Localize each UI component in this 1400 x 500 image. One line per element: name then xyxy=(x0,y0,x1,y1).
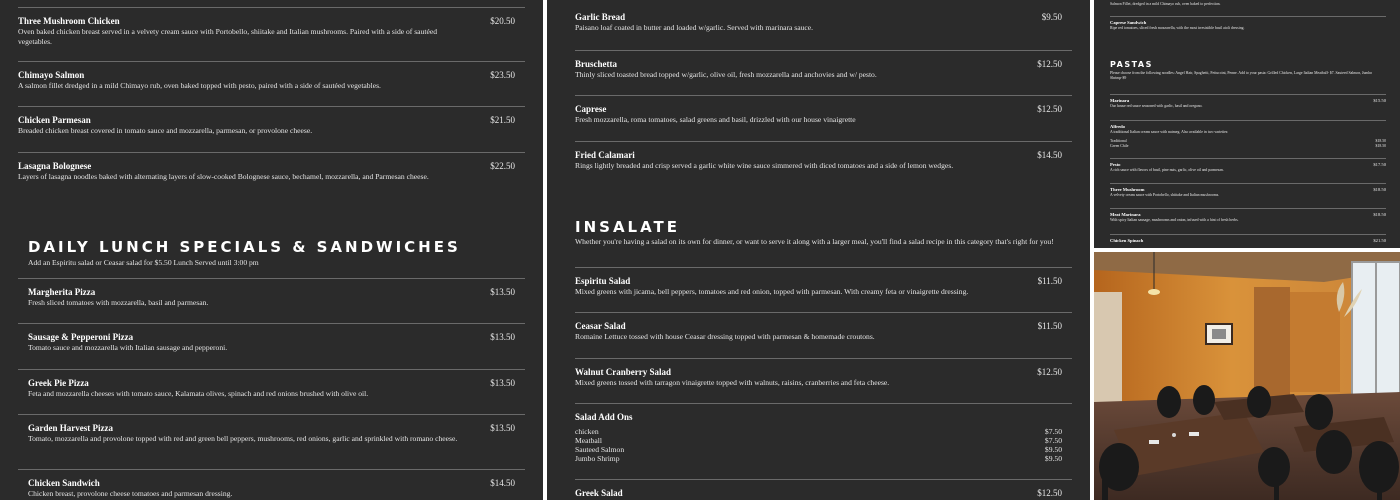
menu-item-description: Oven baked chicken breast served in a velvety cream sauce with Portobello, shiitake and Italian mushrooms. Paired with a side of sautéed vegetables. xyxy=(18,27,438,46)
menu-item xyxy=(18,278,525,323)
menu-page-middle xyxy=(547,0,1090,500)
menu-item-price: $14.50 xyxy=(490,478,515,488)
menu-item xyxy=(575,312,1072,357)
menu-item-name: Fried Calamari xyxy=(575,150,635,160)
menu-item xyxy=(1110,0,1386,16)
menu-item-price: $12.50 xyxy=(1037,367,1062,377)
menu-item-description: Ripe red tomatoes, sliced fresh mozzarella, with the most irresistible basil aioli dressing. xyxy=(1110,26,1245,30)
menu-item xyxy=(575,50,1072,95)
menu-item-price: $21.50 xyxy=(1373,238,1386,243)
menu-item-price: $14.50 xyxy=(1037,150,1062,160)
variant-price: $18.50 xyxy=(1375,144,1386,148)
menu-page-left xyxy=(0,0,543,500)
menu-item-description: Fresh sliced tomatoes with mozzarella, basil and parmesan. xyxy=(28,298,209,307)
menu-item-name: Caprese Sandwich xyxy=(1110,20,1147,25)
menu-item-name: Pesto xyxy=(1110,162,1121,167)
menu-item-name: Ceasar Salad xyxy=(575,321,626,331)
menu-item xyxy=(18,152,525,197)
menu-item-price: $20.50 xyxy=(490,16,515,26)
menu-item xyxy=(1110,16,1386,42)
addon-price: $9.50 xyxy=(1044,454,1062,463)
variant-row xyxy=(1110,144,1386,148)
menu-item-price: $18.50 xyxy=(1373,187,1386,192)
menu-item-description: Chicken breast, provolone cheese tomatoes and parmesan dressing. xyxy=(28,489,233,498)
menu-page-thumbnail xyxy=(1094,0,1400,248)
menu-item-name: Sausage & Pepperoni Pizza xyxy=(28,332,134,342)
menu-item-name: Chicken Parmesan xyxy=(18,115,91,125)
menu-item-name: Espiritu Salad xyxy=(575,276,631,286)
menu-item-name: Bruschetta xyxy=(575,59,617,69)
menu-item-description: Rings lightly breaded and crisp served a garlic white wine sauce simmered with diced tomatoes and a side of lemon wedges. xyxy=(575,161,954,170)
menu-item-price: $12.50 xyxy=(1037,488,1062,498)
restaurant-interior-illustration xyxy=(1094,252,1400,500)
menu-item xyxy=(18,7,525,52)
menu-item-price: $12.50 xyxy=(1037,104,1062,114)
menu-item-name: Lasagna Bolognese xyxy=(18,161,92,171)
menu-item-description: With spicy Italian sausage, mushrooms and onion, infused with a hint of fresh herbs. xyxy=(1110,218,1239,222)
menu-item xyxy=(1110,183,1386,208)
addon-name: Jumbo Shrimp xyxy=(575,454,620,463)
menu-item xyxy=(18,369,525,414)
menu-item-price: $18.50 xyxy=(1373,212,1386,217)
variant-name: Green Chile xyxy=(1110,144,1129,148)
menu-item-description: A velvety cream sauce with Portobello, shiitake and Italian mushrooms. xyxy=(1110,193,1220,197)
addons-title: Salad Add Ons xyxy=(575,412,633,422)
menu-item-name: Chicken Sandwich xyxy=(28,478,100,488)
menu-item-name: Garlic Bread xyxy=(575,12,626,22)
variant-row xyxy=(1110,139,1386,143)
section-title: DAILY LUNCH SPECIALS & SANDWICHES xyxy=(28,238,461,256)
section-note: Whether you're having a salad on its own for dinner, or want to serve it along with a larger meal, you'll find a salad recipe in this category that's right for you! xyxy=(575,237,1054,246)
section-note: Please choose from the following noodles: Angel Hair, Spaghetti, Fettuccini, Penne. Add to your pasta: Grilled Chicken, Large Italian Meatball- $7. Sauteed Salmon, Jumbo Shrimp-$9 xyxy=(1110,71,1373,80)
menu-item-name: Meat Marinara xyxy=(1110,212,1141,217)
menu-item-name: Three Mushroom Chicken xyxy=(18,16,120,26)
menu-item xyxy=(1110,234,1386,248)
section-title: PASTAS xyxy=(1110,60,1153,69)
menu-item-description: Paisano loaf coated in butter and loaded w/garlic. Served with marinara sauce. xyxy=(575,23,814,32)
restaurant-interior-photo xyxy=(1094,252,1400,500)
menu-item xyxy=(18,323,525,368)
variant-name: Traditional xyxy=(1110,139,1127,143)
section-title: INSALATE xyxy=(575,218,681,236)
addon-price: $7.50 xyxy=(1044,427,1062,436)
menu-item xyxy=(1110,208,1386,234)
menu-item-description: A salmon fillet dredged in a mild Chimayo rub, oven baked topped with pesto, paired with a side of sautéed vegetables. xyxy=(18,81,381,90)
menu-item xyxy=(1110,158,1386,183)
menu-item-price: $23.50 xyxy=(490,70,515,80)
menu-item xyxy=(18,414,525,469)
menu-item-description: Tomato sauce and mozzarella with Italian sausage and pepperoni. xyxy=(28,343,228,352)
menu-item-name: Walnut Cranberry Salad xyxy=(575,367,672,377)
menu-item-price: $12.50 xyxy=(1037,59,1062,69)
menu-item-name: Margherita Pizza xyxy=(28,287,96,297)
menu-item-name: Marinara xyxy=(1110,98,1130,103)
menu-item xyxy=(575,267,1072,312)
menu-item xyxy=(18,469,525,500)
menu-item-price: $9.50 xyxy=(1041,12,1062,22)
menu-item-description: Fresh mozzarella, roma tomatoes, salad greens and basil, drizzled with our house vinaigrette xyxy=(575,115,856,124)
menu-item-name: Garden Harvest Pizza xyxy=(28,423,113,433)
menu-item-name: Chicken Spinach xyxy=(1110,238,1144,243)
menu-item-name: Chimayo Salmon xyxy=(18,70,85,80)
menu-item-name: Greek Salad xyxy=(575,488,623,498)
menu-item-price: $13.50 xyxy=(490,423,515,433)
menu-item-price: $13.50 xyxy=(490,378,515,388)
menu-item xyxy=(18,61,525,106)
menu-item-description: Breaded chicken breast covered in tomato sauce and mozzarella, parmesan, or provolone cheese. xyxy=(18,126,313,135)
menu-item-description: A traditional Italian cream sauce with nutmeg. Also available in two varieties: xyxy=(1110,130,1229,134)
addon-name: Sauteed Salmon xyxy=(575,445,625,454)
menu-item-name: Three Mushroom xyxy=(1110,187,1145,192)
menu-item-description: Mixed greens with jicama, bell peppers, tomatoes and red onion, topped with parmesan. With creamy feta or vinaigrette dressing. xyxy=(575,287,969,296)
menu-item-price: $17.50 xyxy=(1373,162,1386,167)
menu-item-description: Our house red sauce seasoned with garlic, basil and oregano. xyxy=(1110,104,1203,108)
menu-item-description: Tomato, mozzarella and provolone topped with red and green bell peppers, mushrooms, red onions, garlic and sprinkled with romano cheese. xyxy=(28,434,458,443)
menu-item-description: Layers of lasagna noodles baked with alternating layers of slow-cooked Bolognese sauce, bechamel, mozzarella, and Parmesan cheese. xyxy=(18,172,429,181)
variant-price: $18.50 xyxy=(1375,139,1386,143)
menu-item xyxy=(575,141,1072,186)
menu-item-price: $11.50 xyxy=(1037,321,1062,331)
menu-item-price: $21.50 xyxy=(490,115,515,125)
menu-item-description: Salmon Fillet, dredged in a mild Chimayo rub, oven baked to perfection. xyxy=(1110,2,1221,6)
salad-addons xyxy=(575,403,1072,478)
menu-item-price: $15.50 xyxy=(1373,98,1386,103)
menu-item-price: $11.50 xyxy=(1037,276,1062,286)
menu-item-price: $13.50 xyxy=(490,287,515,297)
addon-price: $7.50 xyxy=(1044,436,1062,445)
addon-name: Meatball xyxy=(575,436,602,445)
section-note: Add an Espiritu salad or Ceasar salad for $5.50 Lunch Served until 3:00 pm xyxy=(28,258,259,267)
menu-item-description: Feta and mozzarella cheeses with tomato sauce, Kalamata olives, spinach and red onions brushed with olive oil. xyxy=(28,389,369,398)
addon-name: chicken xyxy=(575,427,599,436)
menu-item xyxy=(18,106,525,151)
menu-item-name: Caprese xyxy=(575,104,607,114)
menu-item-description: A rich sauce with flavors of basil, pine nuts, garlic, olive oil and parmesan. xyxy=(1110,168,1224,172)
menu-item xyxy=(1110,120,1386,158)
menu-item-description: Mixed greens tossed with tarragon vinaigrette topped with walnuts, raisins, cranberries and feta cheese. xyxy=(575,378,890,387)
menu-item-name: Greek Pie Pizza xyxy=(28,378,89,388)
menu-item-description: Romaine Lettuce tossed with house Ceasar dressing topped with parmesan & homemade croutons. xyxy=(575,332,875,341)
addon-price: $9.50 xyxy=(1044,445,1062,454)
menu-item-description: Thinly sliced toasted bread topped w/garlic, olive oil, fresh mozzarella and anchovies and w/ pesto. xyxy=(575,70,877,79)
menu-item xyxy=(1110,94,1386,120)
menu-item xyxy=(575,479,1072,500)
menu-item-price: $22.50 xyxy=(490,161,515,171)
menu-item xyxy=(575,4,1072,49)
menu-item xyxy=(575,95,1072,140)
menu-item-name: Alfredo xyxy=(1110,124,1125,129)
menu-item-price: $13.50 xyxy=(490,332,515,342)
menu-item xyxy=(575,358,1072,403)
